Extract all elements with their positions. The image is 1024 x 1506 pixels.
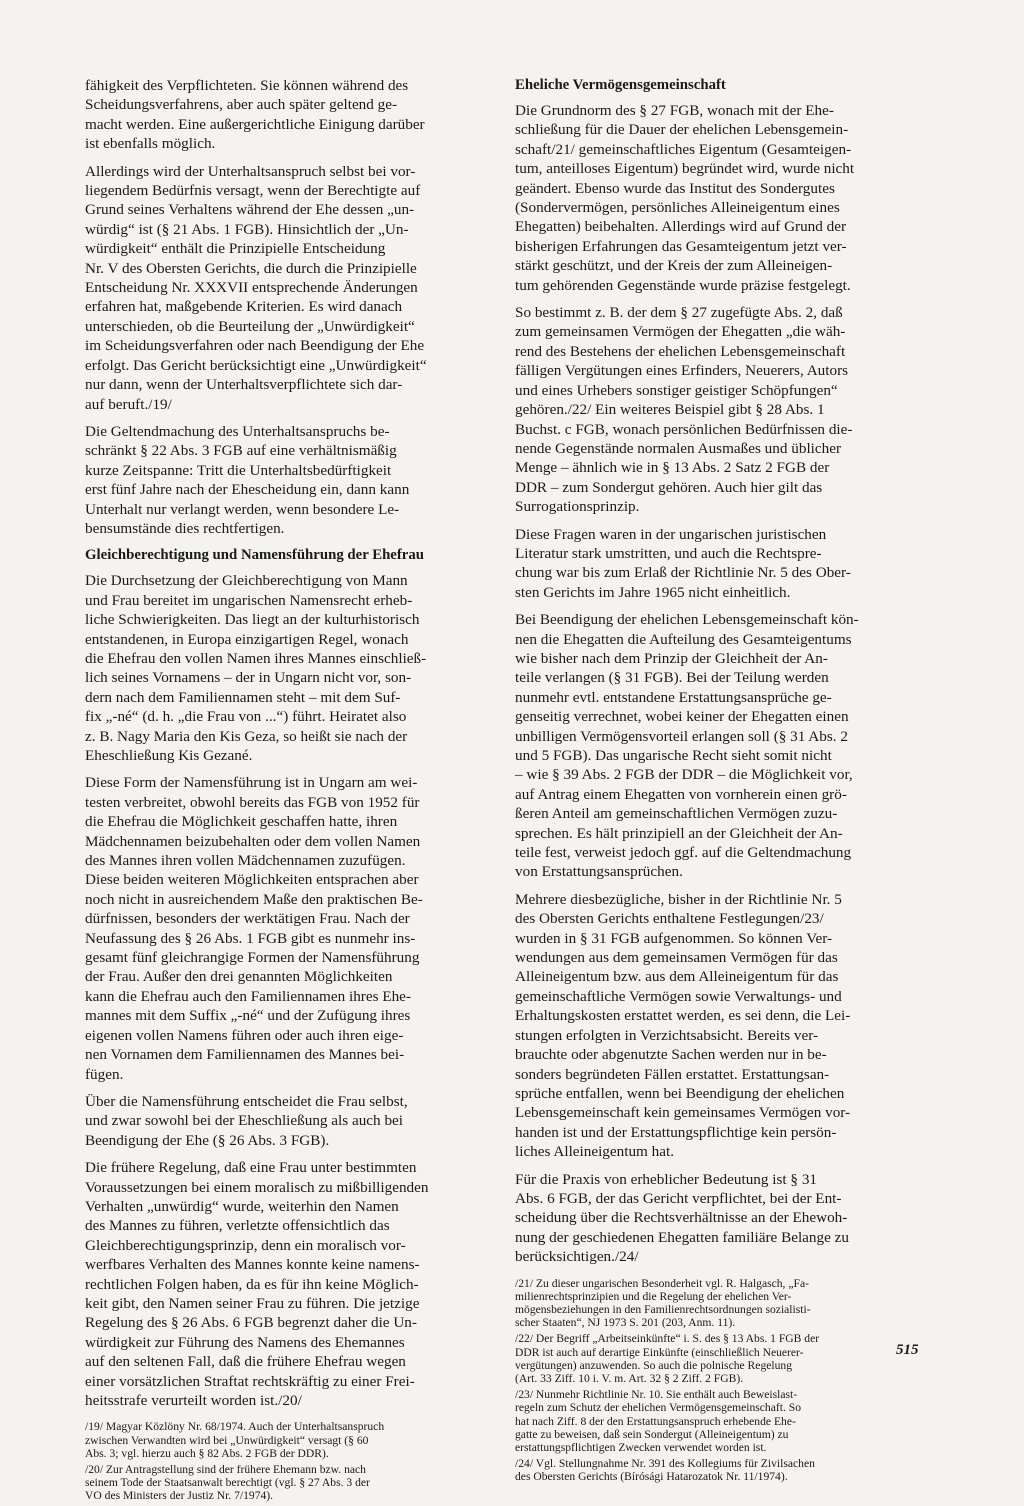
paragraph: fähigkeit des Verpflichteten. Sie können während des Scheidungsverfahrens, aber auch später geltend ge- macht werden. Eine außergerichtliche Einigung darüber ist ebenfalls möglich. <box>85 77 425 153</box>
paragraph: Allerdings wird der Unterhaltsanspruch selbst bei vor- liegendem Bedürfnis versagt, wenn der Berechtigte auf Grund seines Verhaltens während der Ehe dessen „un- würdig“ ist (§ 21 Abs. 1 FGB). Hinsichtlich der „Un- würdigkeit“ enthält die Prinzipielle Entscheidung Nr. V des Obersten Gerichts, die durch die Prinzipielle Entscheidung Nr. XXXVII entsprechende Änderungen erfahren hat, maßgebende Kriterien. Es wird danach unterschieden, ob die Beurteilung der „Unwürdigkeit“ im Scheidungsverfahren oder nach Beendigung der Ehe erfolgt. Das Gericht berücksichtigt eine „Unwürdigkeit“ nur dann, wenn der Unterhaltsverpflichtete sich dar- auf beruft./19/ <box>85 162 427 413</box>
paragraph: Diese Fragen waren in der ungarischen juristischen Literatur stark umstritten, und auch die Rechtspre- chung war bis zum Erlaß der Richtlinie Nr. 5 des Ober- sten Gerichts im Jahre 1965 nicht einheitlich. <box>515 525 851 601</box>
section-heading: Eheliche Vermögensgemeinschaft <box>515 77 726 93</box>
section-heading: Gleichberechtigung und Namensführung der Ehefrau <box>85 547 424 564</box>
footnote: /23/ Nunmehr Richtlinie Nr. 10. Sie enthält auch Beweislast- regeln zum Schutz der ehelichen Vermögensgemeinschaft. So hat nach Ziff. 8 der den Erstattungsanspruch erhebende Ehe- gatte zu beweisen, daß sein Sondergut (Alleineigentum) zu erstattungspflichtigen Zwecken verwendet worden ist. <box>515 1388 801 1454</box>
paragraph: Die Grundnorm des § 27 FGB, wonach mit der Ehe- schließung für die Dauer der ehelichen Lebensgemein- schaft/21/ gemeinschaftliches Eigentum (Gesamteigen- tum, anteilloses Eigentum) begründet wird, wurde nicht geändert. Ebenso wurde das Institut des Sondergutes (Sondervermögen, persönliches Alleineigentum eines Ehegatten) beibehalten. Allerdings wird auf Grund der bisherigen Erfahrungen das Gesamteigentum jetzt ver- stärkt geschützt, und der Kreis der zum Alleineigen- tum gehörenden Gegenstände wurde präzise festgelegt. <box>515 102 855 294</box>
paragraph: Für die Praxis von erheblicher Bedeutung ist § 31 Abs. 6 FGB, der das Gericht verpflichtet, bei der Ent- scheidung über die Rechtsverhältnisse an der Ehewoh- nung der geschiedenen Ehegatten familiäre Belange zu berücksichtigen./24/ <box>515 1170 849 1266</box>
paragraph: So bestimmt z. B. der dem § 27 zugefügte Abs. 2, daß zum gemeinsamen Vermögen der Ehegatten „die wäh- rend des Bestehens der ehelichen Lebensgemeinschaft fälligen Vergütungen eines Erfinders, Neuerers, Autors und eines Urhebers sonstiger geistiger Schöpfungen“ gehören./22/ Ein weiteres Beispiel gibt § 28 Abs. 1 Buchst. c FGB, wonach persönlichen Bedürfnissen die- nende Gegenstände normalen Ausmaßes und üblicher Menge – ähnlich wie in § 13 Abs. 2 Satz 2 FGB der DDR – zum Sondergut gehören. Auch hier gilt das Surrogationsprinzip. <box>515 304 853 516</box>
footnote: /19/ Magyar Közlöny Nr. 68/1974. Auch der Unterhaltsanspruch zwischen Verwandten wird bei „Unwürdigkeit“ versagt (§ 60 Abs. 3; vgl. hierzu auch § 82 Abs. 2 FGB der DDR). <box>85 1420 385 1460</box>
paragraph: Diese Form der Namensführung ist in Ungarn am wei- testen verbreitet, obwohl bereits das FGB von 1952 für die Ehefrau die Möglichkeit geschaffen hatte, ihren Mädchennamen beizubehalten oder dem vollen Namen des Mannes ihren vollen Mädchennamen zuzufügen. Diese beiden weiteren Möglichkeiten entsprachen aber noch nicht in ausreichendem Maße den praktischen Be- dürfnissen, besonders der werktätigen Frau. Nach der Neufassung des § 26 Abs. 1 FGB gibt es nunmehr ins- gesamt fünf gleichrangige Formen der Namensführung der Frau. Außer den drei genannten Möglichkeiten kann die Ehefrau auch den Familiennamen ihres Ehe- mannes mit dem Suffix „-né“ und der Zufügung ihres eigenen vollen Namens führen oder auch ihren eige- nen Vornamen dem Familiennamen des Mannes bei- fügen. <box>85 774 423 1083</box>
footnote: /22/ Der Begriff „Arbeitseinkünfte“ i. S. des § 13 Abs. 1 FGB der DDR ist auch auf derartige Einkünfte (einschließlich Neuerer- vergütungen) anzuwenden. So auch die polnische Regelung (Art. 33 Ziff. 10 i. V. m. Art. 32 § 2 Ziff. 2 FGB). <box>515 1332 820 1385</box>
footnotes <box>515 1277 925 1484</box>
paragraph: Bei Beendigung der ehelichen Lebensgemeinschaft kön- nen die Ehegatten die Aufteilung des Gesamteigentums wie bisher nach dem Prinzip der Gleichheit der An- teile verlangen (§ 31 FGB). Bei der Teilung werden nunmehr evtl. entstandene Erstattungsansprüche ge- genseitig verrechnet, wobei keiner der Ehegatten einen unbilligen Vermögensvorteil erlangen soll (§ 31 Abs. 2 und 5 FGB). Das ungarische Recht sieht somit nicht – wie § 39 Abs. 2 FGB der DDR – die Möglichkeit vor, auf Antrag einem Ehegatten von vornherein einen grö- ßeren Anteil am gemeinschaftlichen Vermögen zuzu- sprechen. Es hält prinzipiell an der Gleichheit der An- teile fest, verweist jedoch ggf. auf die Geltendmachung von Erstattungsansprüchen. <box>515 611 859 881</box>
footnote: /21/ Zu dieser ungarischen Besonderheit vgl. R. Halgasch, „Fa- milienrechtsprinzipien und die Regelung der ehelichen Ver- mögensbeziehungen in den Familienrechtsordnungen sozialisti- scher Staaten“, NJ 1973 S. 201 (203, Anm. 11). <box>515 1276 811 1330</box>
footnote: /20/ Zur Antragstellung sind der frühere Ehemann bzw. nach seinem Tode der Staatsanwalt berechtigt (vgl. § 27 Abs. 3 der VO des Ministers der Justiz Nr. 7/1974). <box>85 1463 370 1503</box>
right-column <box>515 76 925 1487</box>
left-column <box>85 76 485 1506</box>
paragraph: Die Durchsetzung der Gleichberechtigung von Mann und Frau bereitet im ungarischen Namensrecht erheb- liche Schwierigkeiten. Das liegt an der kulturhistorisch entstandenen, in Europa einzigartigen Regel, wonach die Ehefrau den vollen Namen ihres Mannes einschließ- lich seines Vornamens – der in Ungarn nicht vor, son- dern nach dem Familiennamen steht – mit dem Suf- fix „-né“ (d. h. „die Frau von ...“) führt. Heiratet also z. B. Nagy Maria den Kis Geza, so heißt sie nach der Eheschließung Kis Gezané. <box>85 572 427 764</box>
paragraph: Die frühere Regelung, daß eine Frau unter bestimmten Voraussetzungen bei einem moralisch zu mißbilligenden Verhalten „unwürdig“ wurde, weiterhin den Namen des Mannes zu führen, verletzte offensichtlich das Gleichberechtigungsprinzip, denn ein moralisch vor- werfbares Verhalten des Mannes konnte keine namens- rechtlichen Folgen haben, da es für ihn keine Möglich- keit gibt, den Namen seiner Frau zu führen. Die jetzige Regelung des § 26 Abs. 6 FGB begrenzt daher die Un- würdigkeit zur Führung des Namens des Ehemannes auf den seltenen Fall, daß die frühere Ehefrau wegen einer vorsätzlichen Straftat rechtskräftig zu einer Frei- heitsstrafe verurteilt worden ist./20/ <box>85 1159 429 1409</box>
footnotes <box>85 1420 485 1502</box>
paragraph: Mehrere diesbezügliche, bisher in der Richtlinie Nr. 5 des Obersten Gerichts enthaltene Festlegungen/23/ wurden in § 31 FGB aufgenommen. So können Ver- wendungen aus dem gemeinsamen Vermögen für das Alleineigentum bzw. aus dem Alleineigentum für das gemeinschaftliche Vermögen sowie Verwaltungs- und Erhaltungskosten erstattet werden, es sei denn, die Lei- stungen erfolgten in Verzichtsabsicht. Bereits ver- brauchte oder abgenutzte Sachen werden nur in be- sonders begründeten Fällen erstattet. Erstattungsan- sprüche entfallen, wenn bei Beendigung der ehelichen Lebensgemeinschaft kein gemeinsames Vermögen vor- handen ist und der Erstattungspflichtige kein persön- liches Alleineigentum hat. <box>515 890 851 1161</box>
paragraph: Über die Namensführung entscheidet die Frau selbst, und zwar sowohl bei der Eheschließung als auch bei Beendigung der Ehe (§ 26 Abs. 3 FGB). <box>85 1092 408 1149</box>
page-number: 515 <box>896 1342 919 1358</box>
footnote: /24/ Vgl. Stellungnahme Nr. 391 des Kollegiums für Zivilsachen des Obersten Gerichts (Bírósági Hatarozatok Nr. 11/1974). <box>515 1457 815 1484</box>
paragraph: Die Geltendmachung des Unterhaltsanspruchs be- schränkt § 22 Abs. 3 FGB auf eine verhältnismäßig kurze Zeitspanne: Tritt die Unterhaltsbedürftigkeit erst fünf Jahre nach der Ehescheidung ein, dann kann Unterhalt nur verlangt werden, wenn besondere Le- bensumstände dies rechtfertigen. <box>85 422 410 537</box>
